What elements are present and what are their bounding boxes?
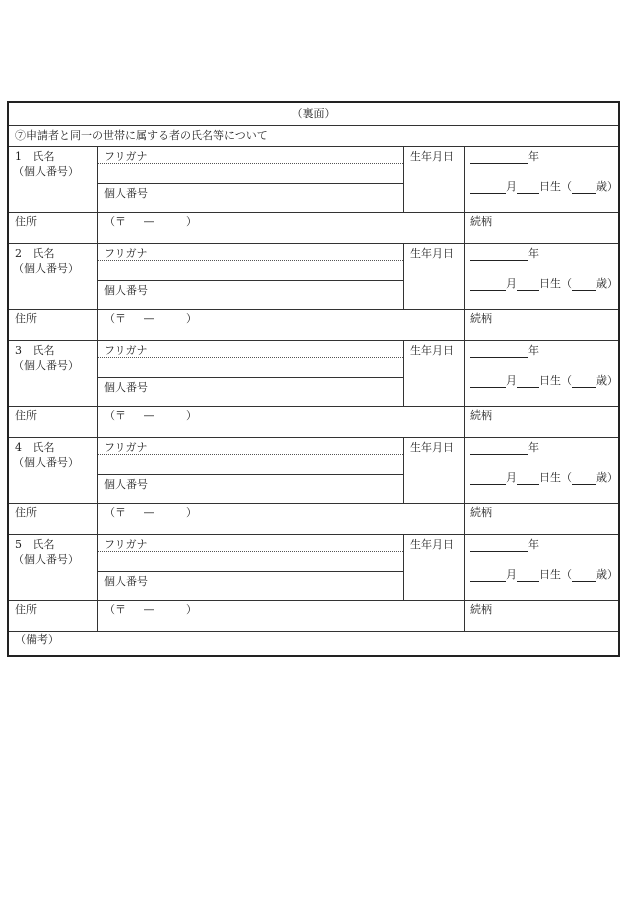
day-born-label: 日生（ (539, 471, 572, 484)
name-label: 氏名 (32, 538, 55, 551)
age-blank[interactable] (572, 181, 596, 194)
age-label: 歳） (596, 180, 618, 193)
relationship-label: 続柄 (470, 409, 492, 422)
furigana-label: フリガナ (104, 150, 148, 163)
day-born-label: 日生（ (539, 568, 572, 581)
birth-year-row[interactable] (470, 538, 539, 552)
age-blank[interactable] (572, 375, 596, 388)
divider (403, 535, 404, 600)
year-label: 年 (528, 441, 539, 454)
person-block (9, 341, 618, 438)
relationship-label: 続柄 (470, 312, 492, 325)
age-blank[interactable] (572, 278, 596, 291)
divider (464, 438, 465, 535)
birth-year-row[interactable] (470, 344, 539, 358)
birth-date-label: 生年月日 (410, 538, 454, 551)
person-number-name-label (15, 150, 55, 164)
relationship-field[interactable] (499, 310, 619, 340)
birth-year-row[interactable] (470, 150, 539, 164)
household-members-form (7, 101, 620, 657)
birth-year-blank[interactable] (470, 539, 528, 552)
name-field[interactable] (98, 455, 403, 474)
name-label: 氏名 (32, 344, 55, 357)
postal-code-field[interactable]: （〒 — ） (104, 506, 197, 519)
id-number-paren-label: （個人番号） (13, 262, 79, 275)
name-field[interactable] (98, 358, 403, 377)
relationship-field[interactable] (499, 407, 619, 437)
person-block (9, 147, 618, 244)
person-number: 2 (15, 247, 22, 260)
month-label: 月 (506, 374, 517, 387)
address-label: 住所 (15, 215, 37, 228)
birth-date-label: 生年月日 (410, 247, 454, 260)
birth-day-blank[interactable] (517, 472, 539, 485)
person-number-name-label (15, 538, 55, 552)
name-field[interactable] (98, 164, 403, 183)
postal-code-field[interactable]: （〒 — ） (104, 603, 197, 616)
id-number-label: 個人番号 (104, 381, 148, 394)
name-field[interactable] (98, 552, 403, 571)
birth-year-blank[interactable] (470, 442, 528, 455)
divider (464, 341, 465, 438)
person-block (9, 438, 618, 535)
birth-date-label: 生年月日 (410, 150, 454, 163)
id-number-field[interactable] (169, 378, 403, 405)
divider (464, 244, 465, 341)
birth-month-day-age-row[interactable] (470, 568, 618, 582)
age-label: 歳） (596, 568, 618, 581)
person-block (9, 535, 618, 632)
name-label: 氏名 (32, 441, 55, 454)
birth-month-blank[interactable] (470, 278, 506, 291)
birth-day-blank[interactable] (517, 181, 539, 194)
divider (97, 438, 98, 535)
relationship-field[interactable] (499, 504, 619, 534)
person-number-name-label (15, 441, 55, 455)
birth-month-blank[interactable] (470, 375, 506, 388)
year-label: 年 (528, 344, 539, 357)
person-number: 3 (15, 344, 22, 357)
relationship-label: 続柄 (470, 603, 492, 616)
month-label: 月 (506, 471, 517, 484)
birth-year-blank[interactable] (470, 345, 528, 358)
divider (403, 341, 404, 406)
age-label: 歳） (596, 374, 618, 387)
birth-day-blank[interactable] (517, 278, 539, 291)
day-born-label: 日生（ (539, 277, 572, 290)
age-blank[interactable] (572, 472, 596, 485)
day-born-label: 日生（ (539, 180, 572, 193)
id-number-field[interactable] (169, 572, 403, 599)
birth-day-blank[interactable] (517, 375, 539, 388)
id-number-label: 個人番号 (104, 284, 148, 297)
name-label: 氏名 (32, 150, 55, 163)
birth-month-blank[interactable] (470, 472, 506, 485)
postal-code-field[interactable]: （〒 — ） (104, 409, 197, 422)
person-number-name-label (15, 344, 55, 358)
birth-month-blank[interactable] (470, 181, 506, 194)
month-label: 月 (506, 277, 517, 290)
furigana-label: フリガナ (104, 344, 148, 357)
birth-year-row[interactable] (470, 441, 539, 455)
birth-month-day-age-row[interactable] (470, 471, 618, 485)
divider (97, 244, 98, 341)
section-title: ⑦申請者と同一の世帯に属する者の氏名等について (9, 125, 618, 147)
notes-label: （備考） (15, 633, 59, 646)
postal-code-field[interactable]: （〒 — ） (104, 312, 197, 325)
birth-month-day-age-row[interactable] (470, 374, 618, 388)
age-label: 歳） (596, 277, 618, 290)
furigana-label: フリガナ (104, 247, 148, 260)
id-number-paren-label: （個人番号） (13, 456, 79, 469)
furigana-label: フリガナ (104, 538, 148, 551)
divider (97, 341, 98, 438)
id-number-field[interactable] (169, 281, 403, 308)
birth-date-label: 生年月日 (410, 344, 454, 357)
id-number-field[interactable] (169, 184, 403, 211)
year-label: 年 (528, 150, 539, 163)
address-label: 住所 (15, 603, 37, 616)
divider (464, 535, 465, 632)
relationship-label: 続柄 (470, 506, 492, 519)
furigana-label: フリガナ (104, 441, 148, 454)
month-label: 月 (506, 180, 517, 193)
birth-month-blank[interactable] (470, 569, 506, 582)
relationship-field[interactable] (499, 601, 619, 631)
birth-year-row[interactable] (470, 247, 539, 261)
day-born-label: 日生（ (539, 374, 572, 387)
id-number-label: 個人番号 (104, 187, 148, 200)
person-number-name-label (15, 247, 55, 261)
divider (97, 535, 98, 632)
id-number-paren-label: （個人番号） (13, 165, 79, 178)
year-label: 年 (528, 538, 539, 551)
address-label: 住所 (15, 506, 37, 519)
person-number: 5 (15, 538, 22, 551)
year-label: 年 (528, 247, 539, 260)
name-label: 氏名 (32, 247, 55, 260)
relationship-label: 続柄 (470, 215, 492, 228)
age-blank[interactable] (572, 569, 596, 582)
id-number-field[interactable] (169, 475, 403, 502)
id-number-label: 個人番号 (104, 478, 148, 491)
name-field[interactable] (98, 261, 403, 280)
birth-month-day-age-row[interactable] (470, 180, 618, 194)
birth-year-blank[interactable] (470, 248, 528, 261)
person-number: 1 (15, 150, 22, 163)
month-label: 月 (506, 568, 517, 581)
notes-area[interactable] (9, 630, 618, 657)
address-label: 住所 (15, 312, 37, 325)
postal-code-field[interactable]: （〒 — ） (104, 215, 197, 228)
age-label: 歳） (596, 471, 618, 484)
divider (403, 244, 404, 309)
page-side-header: （裏面） (9, 103, 618, 126)
relationship-field[interactable] (499, 213, 619, 243)
birth-month-day-age-row[interactable] (470, 277, 618, 291)
person-number: 4 (15, 441, 22, 454)
divider (403, 147, 404, 212)
birth-date-label: 生年月日 (410, 441, 454, 454)
birth-year-blank[interactable] (470, 151, 528, 164)
person-block (9, 244, 618, 341)
address-label: 住所 (15, 409, 37, 422)
divider (464, 147, 465, 244)
divider (97, 147, 98, 244)
id-number-label: 個人番号 (104, 575, 148, 588)
id-number-paren-label: （個人番号） (13, 359, 79, 372)
id-number-paren-label: （個人番号） (13, 553, 79, 566)
divider (403, 438, 404, 503)
birth-day-blank[interactable] (517, 569, 539, 582)
